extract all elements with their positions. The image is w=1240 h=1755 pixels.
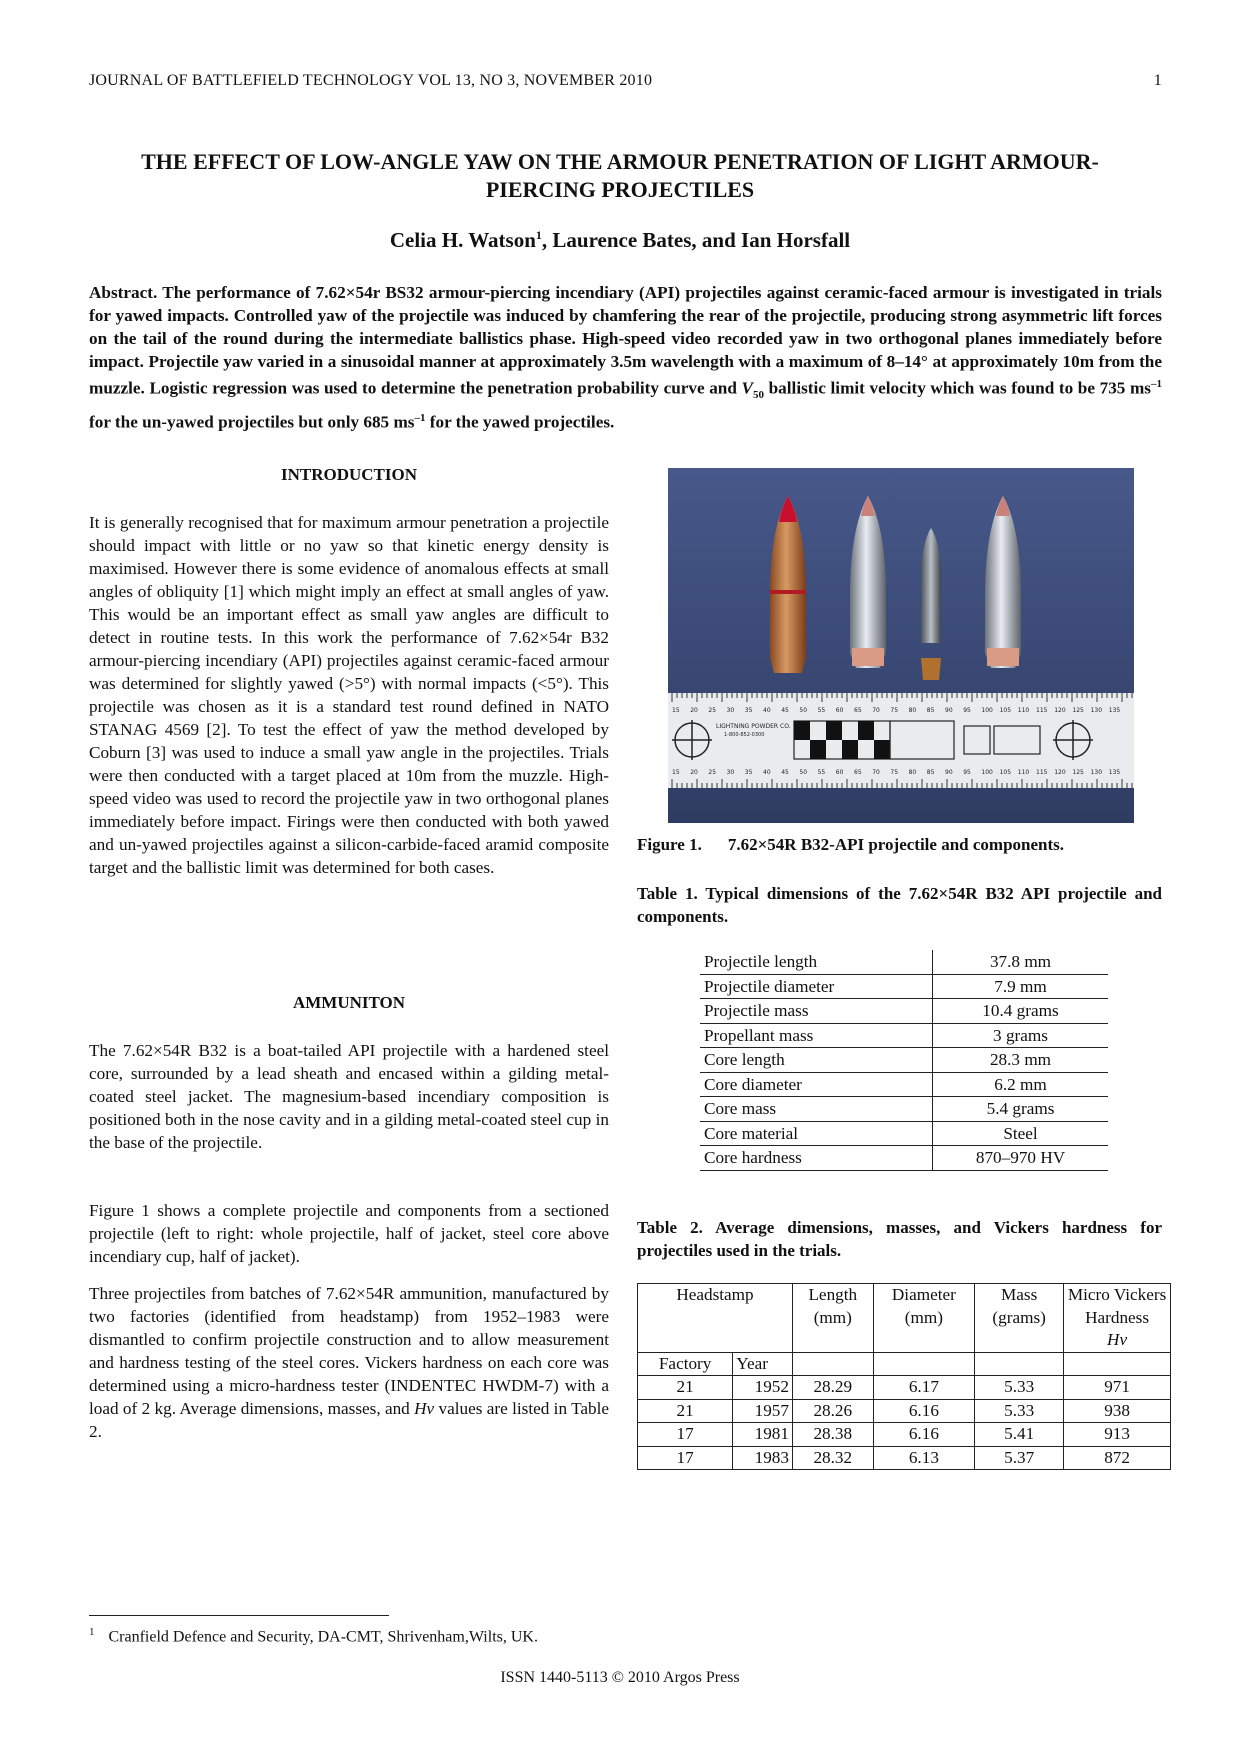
ruler-tick-label: 130 (1090, 707, 1103, 714)
table-2-caption: Table 2. Average dimensions, masses, and Vickers hardness for projectiles used in the trials. (637, 1218, 1162, 1260)
table-row (638, 1446, 1171, 1470)
property-cell: Core diameter (700, 1072, 933, 1097)
ruler-tick-label: 45 (781, 707, 789, 714)
value-cell: 870–970 HV (933, 1146, 1109, 1171)
ruler-tick-label: 125 (1072, 707, 1084, 714)
running-head (89, 72, 1162, 90)
length-cell: 28.38 (792, 1423, 873, 1447)
ruler-tick-label: 135 (1108, 707, 1121, 714)
property-cell: Core hardness (700, 1146, 933, 1171)
table-row (700, 950, 1108, 974)
ruler-tick-label: 90 (945, 707, 953, 714)
footnote-mark: 1 (89, 1626, 95, 1638)
unit-exponent: –1 (414, 412, 426, 425)
mass-cell: 5.41 (975, 1423, 1064, 1447)
ruler-tick-label: 105 (999, 769, 1012, 776)
ruler-tick-label: 125 (1072, 769, 1084, 776)
property-cell: Propellant mass (700, 1023, 933, 1048)
table-row (700, 1023, 1108, 1048)
abstract-lead: Abstract. (89, 283, 158, 302)
ruler-tick-label: 120 (1054, 707, 1066, 714)
section-heading-ammunition: AMMUNITON (292, 993, 406, 1012)
ammunition-paragraph-3 (89, 1282, 609, 1443)
header-hv: Hv (1107, 1330, 1128, 1349)
hardness-cell: 913 (1064, 1423, 1171, 1447)
ruler-tick-label: 45 (781, 769, 789, 776)
ruler-tick-label: 110 (1017, 769, 1030, 776)
value-cell: 10.4 grams (933, 999, 1109, 1024)
journal-name: JOURNAL OF BATTLEFIELD TECHNOLOGY VOL 13, NO 3, NOVEMBER 2010 (89, 72, 653, 89)
empty-cell (792, 1352, 873, 1376)
hardness-cell: 938 (1064, 1399, 1171, 1423)
section-heading-introduction: INTRODUCTION (280, 465, 418, 484)
factory-cell: 17 (638, 1423, 733, 1447)
value-cell: 7.9 mm (933, 974, 1109, 999)
property-cell: Projectile mass (700, 999, 933, 1024)
ruler-tick-label: 80 (908, 769, 917, 776)
paragraph-text: Three projectiles from batches of 7.62×54R ammunition, manufactured by two factories (identified from headstamp) from 1952–1983 were dismantled to confirm projectile construction and to allow measurement and hardness testing of the steel cores. Vickers hardness on each core was determined using a micro-hardness tester (INDENTEC HWDM-7) with a load of 2 kg. Average dimensions, masses, and (89, 1284, 609, 1418)
mass-cell: 5.37 (975, 1446, 1064, 1470)
ruler-tick-label: 100 (981, 707, 993, 714)
ruler-tick-label: 85 (926, 707, 935, 714)
header-headstamp: Headstamp (638, 1284, 793, 1353)
ruler-tick-label: 55 (817, 707, 826, 714)
figure-1-photo (668, 468, 1134, 823)
figure-1-caption (637, 833, 1162, 856)
year-cell: 1983 (733, 1446, 793, 1470)
table-row (700, 1121, 1108, 1146)
property-cell: Projectile length (700, 950, 933, 974)
table-row (638, 1376, 1171, 1400)
page-number: 1 (1153, 72, 1162, 89)
ruler-tick-label: 30 (726, 707, 735, 714)
abstract-text-1: The performance of 7.62×54r BS32 armour-piercing incendiary (API) projectiles against ceramic-faced armour is investigated in trials for yawed impacts. Controlled yaw of the projectile was induced by chamfering the rear of the projectile, producing strong asymmetric lift forces on the tail of the round during the intermediate ballistics phase. High-speed video recorded yaw in two orthogonal planes immediately before impact. Projectile yaw varied in a sinusoidal manner at approximately 3.5m wavelength with a maximum of 8–14° at approximately 10m from the muzzle. Logistic regression was used to determine the penetration probability curve and (89, 283, 1162, 398)
empty-cell (1064, 1352, 1171, 1376)
ruler-tick-label: 130 (1090, 769, 1103, 776)
ruler-tick-label: 50 (799, 769, 808, 776)
property-cell: Core length (700, 1048, 933, 1073)
length-cell: 28.29 (792, 1376, 873, 1400)
header-factory: Factory (638, 1352, 733, 1376)
author-rest: , Laurence Bates, and Ian Horsfall (541, 228, 851, 252)
property-cell: Core material (700, 1121, 933, 1146)
ruler-tick-label: 70 (872, 769, 880, 776)
ruler-tick-label: 25 (708, 707, 717, 714)
ruler-tick-label: 55 (817, 769, 826, 776)
table-row (700, 1072, 1108, 1097)
ruler-tick-label: 20 (690, 707, 698, 714)
header-length: Length (mm) (792, 1284, 873, 1353)
ruler-tick-label: 25 (708, 769, 717, 776)
ruler-tick-label: 85 (926, 769, 935, 776)
property-cell: Core mass (700, 1097, 933, 1122)
ruler-tick-label: 70 (872, 707, 880, 714)
projectile-photo-illustration (668, 468, 1134, 823)
table-row (700, 1146, 1108, 1171)
table-row (638, 1399, 1171, 1423)
table-row (638, 1423, 1171, 1447)
abstract (89, 281, 1162, 434)
value-cell: 5.4 grams (933, 1097, 1109, 1122)
factory-cell: 21 (638, 1399, 733, 1423)
year-cell: 1957 (733, 1399, 793, 1423)
footnote-rule (89, 1615, 389, 1616)
ruler-tick-label: 60 (835, 769, 844, 776)
footnote-text: Cranfield Defence and Security, DA-CMT, Shrivenham,Wilts, UK. (108, 1628, 538, 1646)
hardness-cell: 971 (1064, 1376, 1171, 1400)
ruler-tick-label: 105 (999, 707, 1012, 714)
ruler-tick-label: 35 (744, 769, 753, 776)
mass-cell: 5.33 (975, 1399, 1064, 1423)
header-micro-vickers (1064, 1284, 1171, 1353)
ruler-tick-label: 35 (744, 707, 753, 714)
diameter-cell: 6.16 (873, 1399, 975, 1423)
ammunition-paragraph-2: Figure 1 shows a complete projectile and components from a sectioned projectile (left to right: whole projectile, half of jacket, steel core above incendiary cup, half of jacket). (89, 1201, 609, 1266)
ruler-tick-label: 100 (981, 769, 993, 776)
table-2 (637, 1283, 1171, 1470)
table-row (700, 999, 1108, 1024)
incendiary-cup (921, 658, 941, 680)
length-cell: 28.26 (792, 1399, 873, 1423)
table-row (700, 1048, 1108, 1073)
author-first: Celia H. Watson (389, 228, 536, 252)
ruler-tick-label: 65 (854, 769, 862, 776)
ruler-tick-label: 115 (1036, 769, 1048, 776)
hv-symbol: Hv (414, 1399, 435, 1418)
diameter-cell: 6.16 (873, 1423, 975, 1447)
table-row (700, 974, 1108, 999)
header-diameter: Diameter (mm) (873, 1284, 975, 1353)
year-cell: 1952 (733, 1376, 793, 1400)
ruler-tick-label: 115 (1036, 707, 1048, 714)
ruler-tick-label: 95 (963, 769, 971, 776)
year-cell: 1981 (733, 1423, 793, 1447)
value-cell: Steel (933, 1121, 1109, 1146)
length-cell: 28.32 (792, 1446, 873, 1470)
ruler-tick-label: 80 (908, 707, 917, 714)
mass-cell: 5.33 (975, 1376, 1064, 1400)
table-row (700, 1097, 1108, 1122)
property-cell: Projectile diameter (700, 974, 933, 999)
unit-exponent: –1 (1151, 378, 1162, 390)
abstract-text-4: for the yawed projectiles. (425, 412, 615, 432)
introduction-text: It is generally recognised that for maximum armour penetration a projectile should impact with little or no yaw so that kinetic energy density is maximised. However there is some evidence of anomalous effects at small angles of obliquity [1] which might imply an effect at small angles of yaw. This would be an important effect as small yaw angles are difficult to detect in routine tests. In this work the performance of 7.62×54r B32 armour-piercing incendiary (API) projectiles against ceramic-faced armour was determined for slightly yawed (>5°) with normal impacts (<5°). This projectile was chosen as it is a standard test round defined in NATO STANAG 4569 [2]. To test the effect of yaw the method developed by Coburn [3] was used to induce a small yaw angle in the projectiles. Trials were then conducted with a target placed at 10m from the muzzle. High-speed video was used to record the projectile yaw in two orthogonal planes immediately before impact. Firings were then conducted with both yawed and un-yawed projectiles against a silicon-carbide-faced aramid composite target and the ballistic limit was determined for both cases. (89, 513, 609, 877)
table-1-caption: Table 1. Typical dimensions of the 7.62×54R B32 API projectile and components. (637, 884, 1162, 926)
affiliation-mark: 1 (535, 228, 542, 242)
ruler-tick-label: 110 (1017, 707, 1030, 714)
factory-cell: 21 (638, 1376, 733, 1400)
value-cell: 37.8 mm (933, 950, 1109, 974)
header-mass: Mass (grams) (975, 1284, 1064, 1353)
ruler-tick-label: 65 (854, 707, 862, 714)
figure-label: Figure 1. (637, 835, 702, 854)
ruler-tick-label: 40 (763, 707, 771, 714)
v50-symbol: V (741, 378, 754, 398)
factory-cell: 17 (638, 1446, 733, 1470)
ruler-tick-label: 40 (763, 769, 771, 776)
ruler-tick-label: 95 (963, 707, 971, 714)
header-micro-text: Micro Vickers Hardness (1067, 1285, 1167, 1327)
empty-cell (873, 1352, 975, 1376)
hardness-cell: 872 (1064, 1446, 1171, 1470)
v50-subscript: 50 (753, 389, 765, 402)
value-cell: 28.3 mm (933, 1048, 1109, 1073)
ruler-tick-label: 20 (690, 769, 698, 776)
value-cell: 6.2 mm (933, 1072, 1109, 1097)
paragraph-text: values are listed in Table 2. (89, 1399, 609, 1441)
paper-title: THE EFFECT OF LOW-ANGLE YAW ON THE ARMOUR PENETRATION OF LIGHT ARMOUR-PIERCING PROJECTILES (141, 149, 1099, 202)
ruler-tick-label: 30 (726, 769, 735, 776)
footnote (89, 1626, 538, 1646)
ruler-tick-label: 15 (672, 769, 680, 776)
author-list (100, 228, 1140, 253)
table-1 (700, 950, 1108, 1171)
ruler-phone: 1-800-852-0300 (724, 732, 765, 738)
ruler-tick-label: 15 (672, 707, 680, 714)
ruler-tick-label: 75 (890, 707, 899, 714)
ruler-tick-label: 50 (799, 707, 808, 714)
abstract-text-3: for the un-yawed projectiles but only 685 ms (89, 412, 415, 432)
ruler-tick-label: 75 (890, 769, 899, 776)
page-footer: ISSN 1440-5113 © 2010 Argos Press (500, 1669, 740, 1686)
figure-caption-text: 7.62×54R B32-API projectile and components. (727, 835, 1064, 854)
value-cell: 3 grams (933, 1023, 1109, 1048)
ruler-tick-label: 90 (945, 769, 953, 776)
empty-cell (975, 1352, 1064, 1376)
ammunition-paragraph-1: The 7.62×54R B32 is a boat-tailed API projectile with a hardened steel core, surrounded by a lead sheath and encased within a gilding metal-coated steel jacket. The magnesium-based incendiary composition is positioned both in the nose cavity and in a gilding metal-coated steel cup in the base of the projectile. (89, 1041, 609, 1152)
ruler-brand: LIGHTNING POWDER CO. (716, 723, 791, 730)
diameter-cell: 6.17 (873, 1376, 975, 1400)
ruler-tick-label: 120 (1054, 769, 1066, 776)
ruler-tick-label: 60 (835, 707, 844, 714)
header-year: Year (733, 1352, 793, 1376)
abstract-text-2: ballistic limit velocity which was found to be 735 ms (764, 378, 1151, 398)
diameter-cell: 6.13 (873, 1446, 975, 1470)
ruler-tick-label: 135 (1108, 769, 1121, 776)
